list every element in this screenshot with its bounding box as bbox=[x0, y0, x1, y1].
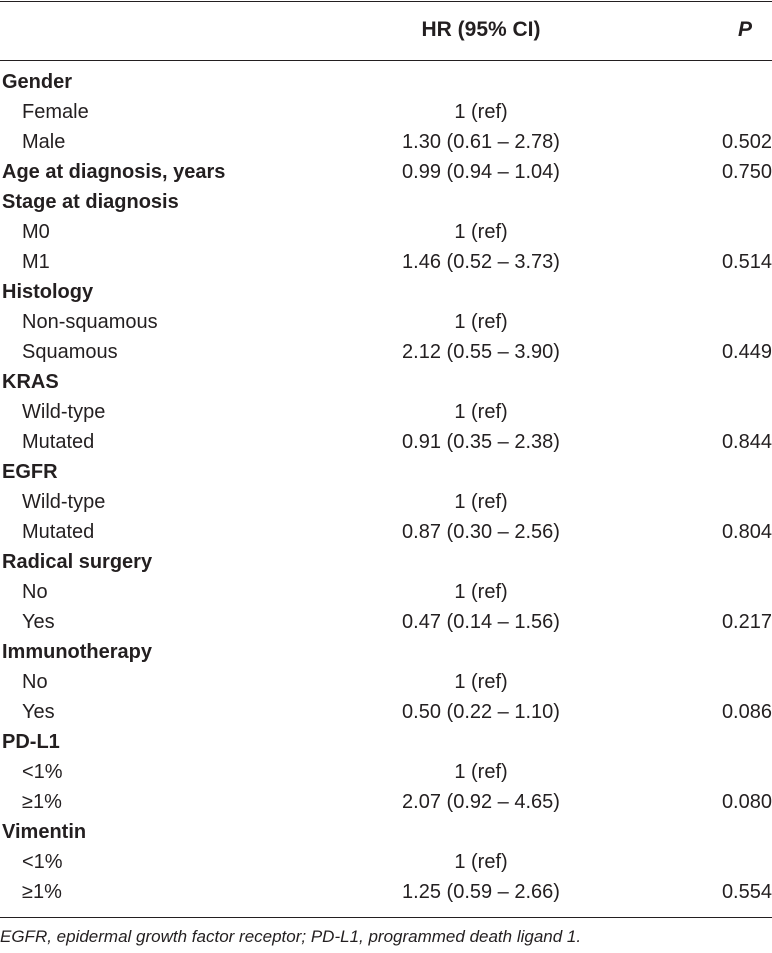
row-hr-ci: 0.47 (0.14 – 1.56) bbox=[402, 611, 560, 633]
table-group-row bbox=[0, 67, 772, 97]
row-label: Squamous bbox=[22, 341, 118, 363]
table-row bbox=[0, 787, 772, 817]
row-label: KRAS bbox=[2, 371, 59, 393]
row-label: Stage at diagnosis bbox=[2, 191, 179, 213]
table-row bbox=[0, 337, 772, 367]
row-hr-ci: 0.91 (0.35 – 2.38) bbox=[402, 431, 560, 453]
row-label: Immunotherapy bbox=[2, 641, 153, 663]
header-hr-ci: HR (95% CI) bbox=[421, 18, 541, 41]
row-hr-ci: 2.07 (0.92 – 4.65) bbox=[402, 791, 560, 813]
table-group-row bbox=[0, 727, 772, 757]
row-p-value: 0.502 bbox=[721, 131, 772, 153]
row-label: Male bbox=[22, 131, 66, 153]
table-row bbox=[0, 847, 772, 877]
row-hr-ci: 1 (ref) bbox=[454, 491, 508, 513]
table-row bbox=[0, 607, 772, 637]
row-hr-ci: 1 (ref) bbox=[454, 581, 508, 603]
row-label: Yes bbox=[22, 701, 55, 723]
row-label: Non-squamous bbox=[22, 311, 158, 333]
table-row bbox=[0, 667, 772, 697]
row-p-value: 0.080 bbox=[721, 791, 772, 813]
table-bottom-rule bbox=[0, 917, 772, 918]
row-label: Age at diagnosis, years bbox=[2, 161, 226, 183]
row-hr-ci: 1 (ref) bbox=[454, 761, 508, 783]
table-row bbox=[0, 877, 772, 907]
row-hr-ci: 1 (ref) bbox=[454, 401, 508, 423]
row-label: No bbox=[22, 581, 48, 603]
row-hr-ci: 1 (ref) bbox=[454, 311, 508, 333]
row-hr-ci: 0.50 (0.22 – 1.10) bbox=[402, 701, 560, 723]
row-hr-ci: 1 (ref) bbox=[454, 221, 508, 243]
row-hr-ci: 0.99 (0.94 – 1.04) bbox=[402, 161, 560, 183]
row-label: Wild-type bbox=[22, 491, 106, 513]
table-body bbox=[0, 67, 772, 907]
table-header-rule bbox=[0, 60, 772, 61]
table-group-row bbox=[0, 367, 772, 397]
row-label: Vimentin bbox=[2, 821, 87, 843]
row-label: Female bbox=[22, 101, 89, 123]
row-hr-ci: 1.30 (0.61 – 2.78) bbox=[402, 131, 560, 153]
row-p-value: 0.750 bbox=[721, 161, 772, 183]
table-row bbox=[0, 577, 772, 607]
table-row bbox=[0, 97, 772, 127]
table-row bbox=[0, 757, 772, 787]
row-label: PD-L1 bbox=[2, 731, 60, 753]
row-hr-ci: 1.46 (0.52 – 3.73) bbox=[402, 251, 560, 273]
row-p-value: 0.086 bbox=[721, 701, 772, 723]
table-row bbox=[0, 517, 772, 547]
table-row bbox=[0, 217, 772, 247]
table-row bbox=[0, 397, 772, 427]
table-row bbox=[0, 247, 772, 277]
row-hr-ci: 2.12 (0.55 – 3.90) bbox=[402, 341, 560, 363]
row-label: M0 bbox=[22, 221, 50, 243]
table-row bbox=[0, 127, 772, 157]
row-p-value: 0.449 bbox=[721, 341, 772, 363]
table-row bbox=[0, 697, 772, 727]
table-group-row bbox=[0, 157, 772, 187]
row-p-value: 0.554 bbox=[721, 881, 772, 903]
row-label: Yes bbox=[22, 611, 55, 633]
row-p-value: 0.217 bbox=[721, 611, 772, 633]
table-row bbox=[0, 487, 772, 517]
row-label: M1 bbox=[22, 251, 50, 273]
row-p-value: 0.804 bbox=[721, 521, 772, 543]
row-hr-ci: 0.87 (0.30 – 2.56) bbox=[402, 521, 560, 543]
row-hr-ci: 1 (ref) bbox=[454, 101, 508, 123]
table-group-row bbox=[0, 817, 772, 847]
table-group-row bbox=[0, 277, 772, 307]
row-label: ≥1% bbox=[22, 791, 62, 813]
row-label: Mutated bbox=[22, 431, 95, 453]
table-group-row bbox=[0, 547, 772, 577]
row-label: EGFR bbox=[2, 461, 58, 483]
row-label: <1% bbox=[22, 851, 63, 873]
row-hr-ci: 1.25 (0.59 – 2.66) bbox=[402, 881, 560, 903]
row-p-value: 0.514 bbox=[721, 251, 772, 273]
table-footnote: EGFR, epidermal growth factor receptor; PD-L1, programmed death ligand 1. bbox=[0, 927, 582, 946]
row-label: ≥1% bbox=[22, 881, 62, 903]
table-group-row bbox=[0, 187, 772, 217]
row-label: Gender bbox=[2, 71, 73, 93]
table-row bbox=[0, 307, 772, 337]
row-hr-ci: 1 (ref) bbox=[454, 851, 508, 873]
table-header-row bbox=[0, 1, 772, 60]
row-hr-ci: 1 (ref) bbox=[454, 671, 508, 693]
header-p-value: P bbox=[737, 18, 752, 41]
row-label: Histology bbox=[2, 281, 94, 303]
row-label: Radical surgery bbox=[2, 551, 153, 573]
row-label: <1% bbox=[22, 761, 63, 783]
row-label: Mutated bbox=[22, 521, 95, 543]
row-p-value: 0.844 bbox=[721, 431, 772, 453]
table-group-row bbox=[0, 457, 772, 487]
row-label: No bbox=[22, 671, 48, 693]
table-row bbox=[0, 427, 772, 457]
table-group-row bbox=[0, 637, 772, 667]
row-label: Wild-type bbox=[22, 401, 106, 423]
